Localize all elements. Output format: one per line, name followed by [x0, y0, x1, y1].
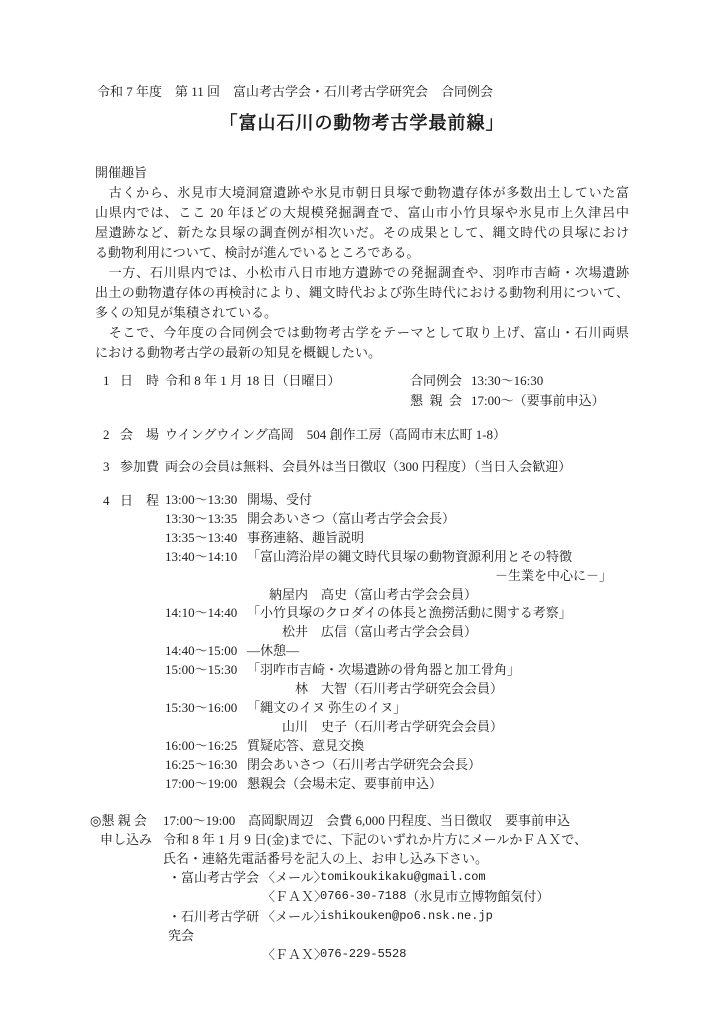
schedule-time: 17:00～19:00: [165, 775, 238, 791]
item-label: 日 時: [120, 373, 160, 388]
schedule-row: [165, 491, 724, 510]
contact-name: ・石川考古学研究会: [168, 908, 260, 943]
fax-tag: 〈ＦＡＸ〉: [262, 946, 328, 962]
schedule-time: 16:00～16:25: [165, 737, 238, 753]
item-number: 2: [103, 427, 110, 442]
contact-row: [168, 907, 724, 945]
contact-name-spacer: [168, 945, 262, 964]
schedule-row-speaker: [165, 586, 724, 605]
mail-tag: 〈メール〉: [262, 870, 327, 886]
paragraph-line: 出土の動物遺存体の再検討により、縄文時代および弥生時代における動物利用について、: [95, 285, 629, 300]
schedule-time: 13:00～13:30: [165, 492, 238, 507]
apply-deadline: 令和 8 年 1 月 9 日(金)までに、下記のいずれか片方にメールかＦＡＸで、: [163, 831, 588, 847]
schedule-text: 「小竹貝塚のクロダイの体長と漁撈活動に関する考察」: [247, 605, 572, 621]
schedule-row-speaker: [165, 680, 724, 699]
fax-note: （氷見市立博物館気付）: [406, 889, 550, 905]
schedule-text: 事務連絡、趣旨説明: [247, 529, 365, 545]
doc-header-line: 令和 7 年度 第 11 回 富山考古学会・石川考古学研究会 合同例会: [97, 84, 494, 99]
schedule-row: [165, 510, 724, 529]
paragraph-line: 古くから、氷見市大境洞窟遺跡や氷見市朝日貝塚で動物遺存体が多数出土していた富: [95, 185, 629, 200]
item-label: 会 場: [120, 427, 160, 442]
schedule-row: [165, 604, 724, 623]
mail-tag: 〈メール〉: [262, 908, 327, 924]
schedule-text: 「縄文のイヌ 弥生のイヌ」: [247, 699, 407, 715]
speaker-affiliation: （石川考古学研究会会員）: [347, 681, 504, 697]
fax-tag: 〈ＦＡＸ〉: [262, 889, 328, 905]
speaker-name: 松井 広信: [281, 624, 347, 640]
session-times: [410, 371, 605, 411]
schedule-time: 14:10～14:40: [165, 605, 238, 621]
purpose-heading: 開催趣旨: [95, 165, 148, 180]
schedule-row-speaker: [165, 623, 724, 642]
paragraph-line: 多くの知見が集積されている。: [95, 305, 278, 320]
paragraph-line: 一方、石川県内では、小松市八日市地方遺跡での発掘調査や、羽咋市吉崎・次場遺跡: [95, 265, 629, 280]
item-fee: [103, 457, 724, 477]
schedule-text: 「羽咋市吉崎・次場遺跡の骨角器と加工骨角」: [247, 662, 521, 678]
schedule-row-speaker: [165, 718, 724, 737]
contact-email: ishikouken@po6.nsk.ne.jp: [320, 908, 493, 923]
item-number: 1: [103, 373, 110, 388]
schedule-row: [165, 548, 724, 567]
speaker-affiliation: （富山考古学会会員）: [347, 624, 478, 640]
session-row: [410, 391, 605, 411]
item-value-venue: ウイングウイング高岡 504 創作工房（高岡市末広町 1-8）: [165, 427, 507, 442]
schedule-row: [165, 775, 724, 794]
purpose-paragraph-3: [95, 323, 629, 363]
session-label: 合同例会: [410, 373, 463, 388]
item-value-date: 令和 8 年 1 月 18 日（日曜日）: [165, 373, 341, 388]
session-time: 17:00～（要事前申込）: [471, 393, 605, 408]
schedule-row: [165, 661, 724, 680]
party-row: [90, 811, 724, 830]
speaker-name: 林 大智: [294, 681, 347, 697]
contact-row: [168, 887, 724, 906]
contact-name: ・富山考古学会: [168, 870, 260, 886]
item-number: 4: [103, 493, 110, 508]
schedule-time: 15:30～16:00: [165, 699, 238, 715]
item-datetime: [103, 371, 724, 411]
schedule-text: 開会あいさつ（富山考古学会会長）: [247, 510, 456, 526]
contact-name-spacer: [168, 887, 262, 906]
contact-fax: 076-229-5528: [320, 946, 407, 961]
session-row: [410, 371, 605, 391]
schedule-row: [165, 737, 724, 756]
schedule-row: [165, 642, 724, 661]
speaker-name: 納屋内 高史: [268, 586, 347, 602]
schedule-text: 「富山湾沿岸の縄文時代貝塚の動物資源利用とその特徴: [247, 548, 573, 564]
item-label: 参加費: [120, 459, 160, 474]
contact-row: [168, 868, 724, 887]
schedule-row: [165, 756, 724, 775]
program-schedule: [165, 491, 724, 794]
apply-label: 申し込み: [100, 831, 153, 847]
party-row: [90, 830, 724, 849]
party-info: 17:00～19:00 高岡駅周辺 会費 6,000 円程度、当日徴収 要事前申込: [163, 812, 570, 828]
session-time: 13:30～16:30: [471, 373, 544, 388]
item-label: 日 程: [120, 493, 160, 508]
item-program: [103, 491, 724, 794]
schedule-time: 13:40～14:10: [165, 548, 238, 564]
schedule-row-subtitle: [165, 567, 724, 586]
speaker-affiliation: （富山考古学会会員）: [347, 586, 478, 602]
purpose-paragraph-1: [95, 183, 629, 263]
schedule-text: 懇親会（会場未定、要事前申込）: [247, 775, 443, 791]
paragraph-line: における動物考古学の最新の知見を概観したい。: [95, 345, 382, 360]
paragraph-line: 屋遺跡など、新たな貝塚の調査例が相次いだ。その成果として、縄文時代の貝塚におけ: [95, 225, 629, 240]
item-value-fee: 両会の会員は無料、会員外は当日徴収（300 円程度）（当日入会歓迎）: [165, 459, 572, 474]
session-label: 懇 親 会: [410, 393, 462, 408]
schedule-time: 15:00～15:30: [165, 662, 238, 678]
speaker-affiliation: （石川考古学研究会会員）: [347, 718, 504, 734]
paragraph-line: る動物利用について、検討が進んでいるところである。: [95, 245, 420, 260]
party-label: ◎懇 親 会: [90, 812, 147, 828]
schedule-time: 13:35～13:40: [165, 529, 238, 545]
schedule-time: 16:25～16:30: [165, 756, 238, 772]
schedule-text: 質疑応答、意見交換: [247, 737, 365, 753]
contact-list: [168, 868, 724, 964]
talk-subtitle: －生業を中心に－」: [495, 567, 613, 583]
speaker-name: 山川 史子: [281, 718, 347, 734]
doc-title: 「富山石川の動物考古学最前線」: [219, 113, 505, 133]
purpose-paragraph-2: [95, 263, 629, 323]
schedule-time: 14:40～15:00: [165, 643, 238, 659]
schedule-row: [165, 699, 724, 718]
contact-fax: 0766-30-7188: [320, 889, 407, 904]
item-body: [165, 371, 724, 411]
item-number: 3: [103, 459, 110, 474]
schedule-time: 13:30～13:35: [165, 510, 238, 526]
schedule-text: 閉会あいさつ（石川考古学研究会会長）: [247, 756, 482, 772]
party-section: [90, 811, 724, 965]
item-venue: [103, 425, 724, 445]
contact-email: tomikoukikaku@gmail.com: [320, 870, 486, 885]
schedule-text: 開場、受付: [247, 492, 313, 507]
apply-instructions: 氏名・連絡先電話番号を記入の上、お申し込み下さい。: [163, 850, 489, 866]
paragraph-line: 山県内では、ここ 20 年ほどの大規模発掘調査で、富山市小竹貝塚や氷見市上久津呂中: [95, 205, 629, 220]
paragraph-line: そこで、今年度の合同例会では動物考古学をテーマとして取り上げ、富山・石川両県: [95, 325, 629, 340]
schedule-row: [165, 529, 724, 548]
schedule-text: ―休憩―: [247, 643, 300, 659]
contact-row: [168, 945, 724, 964]
